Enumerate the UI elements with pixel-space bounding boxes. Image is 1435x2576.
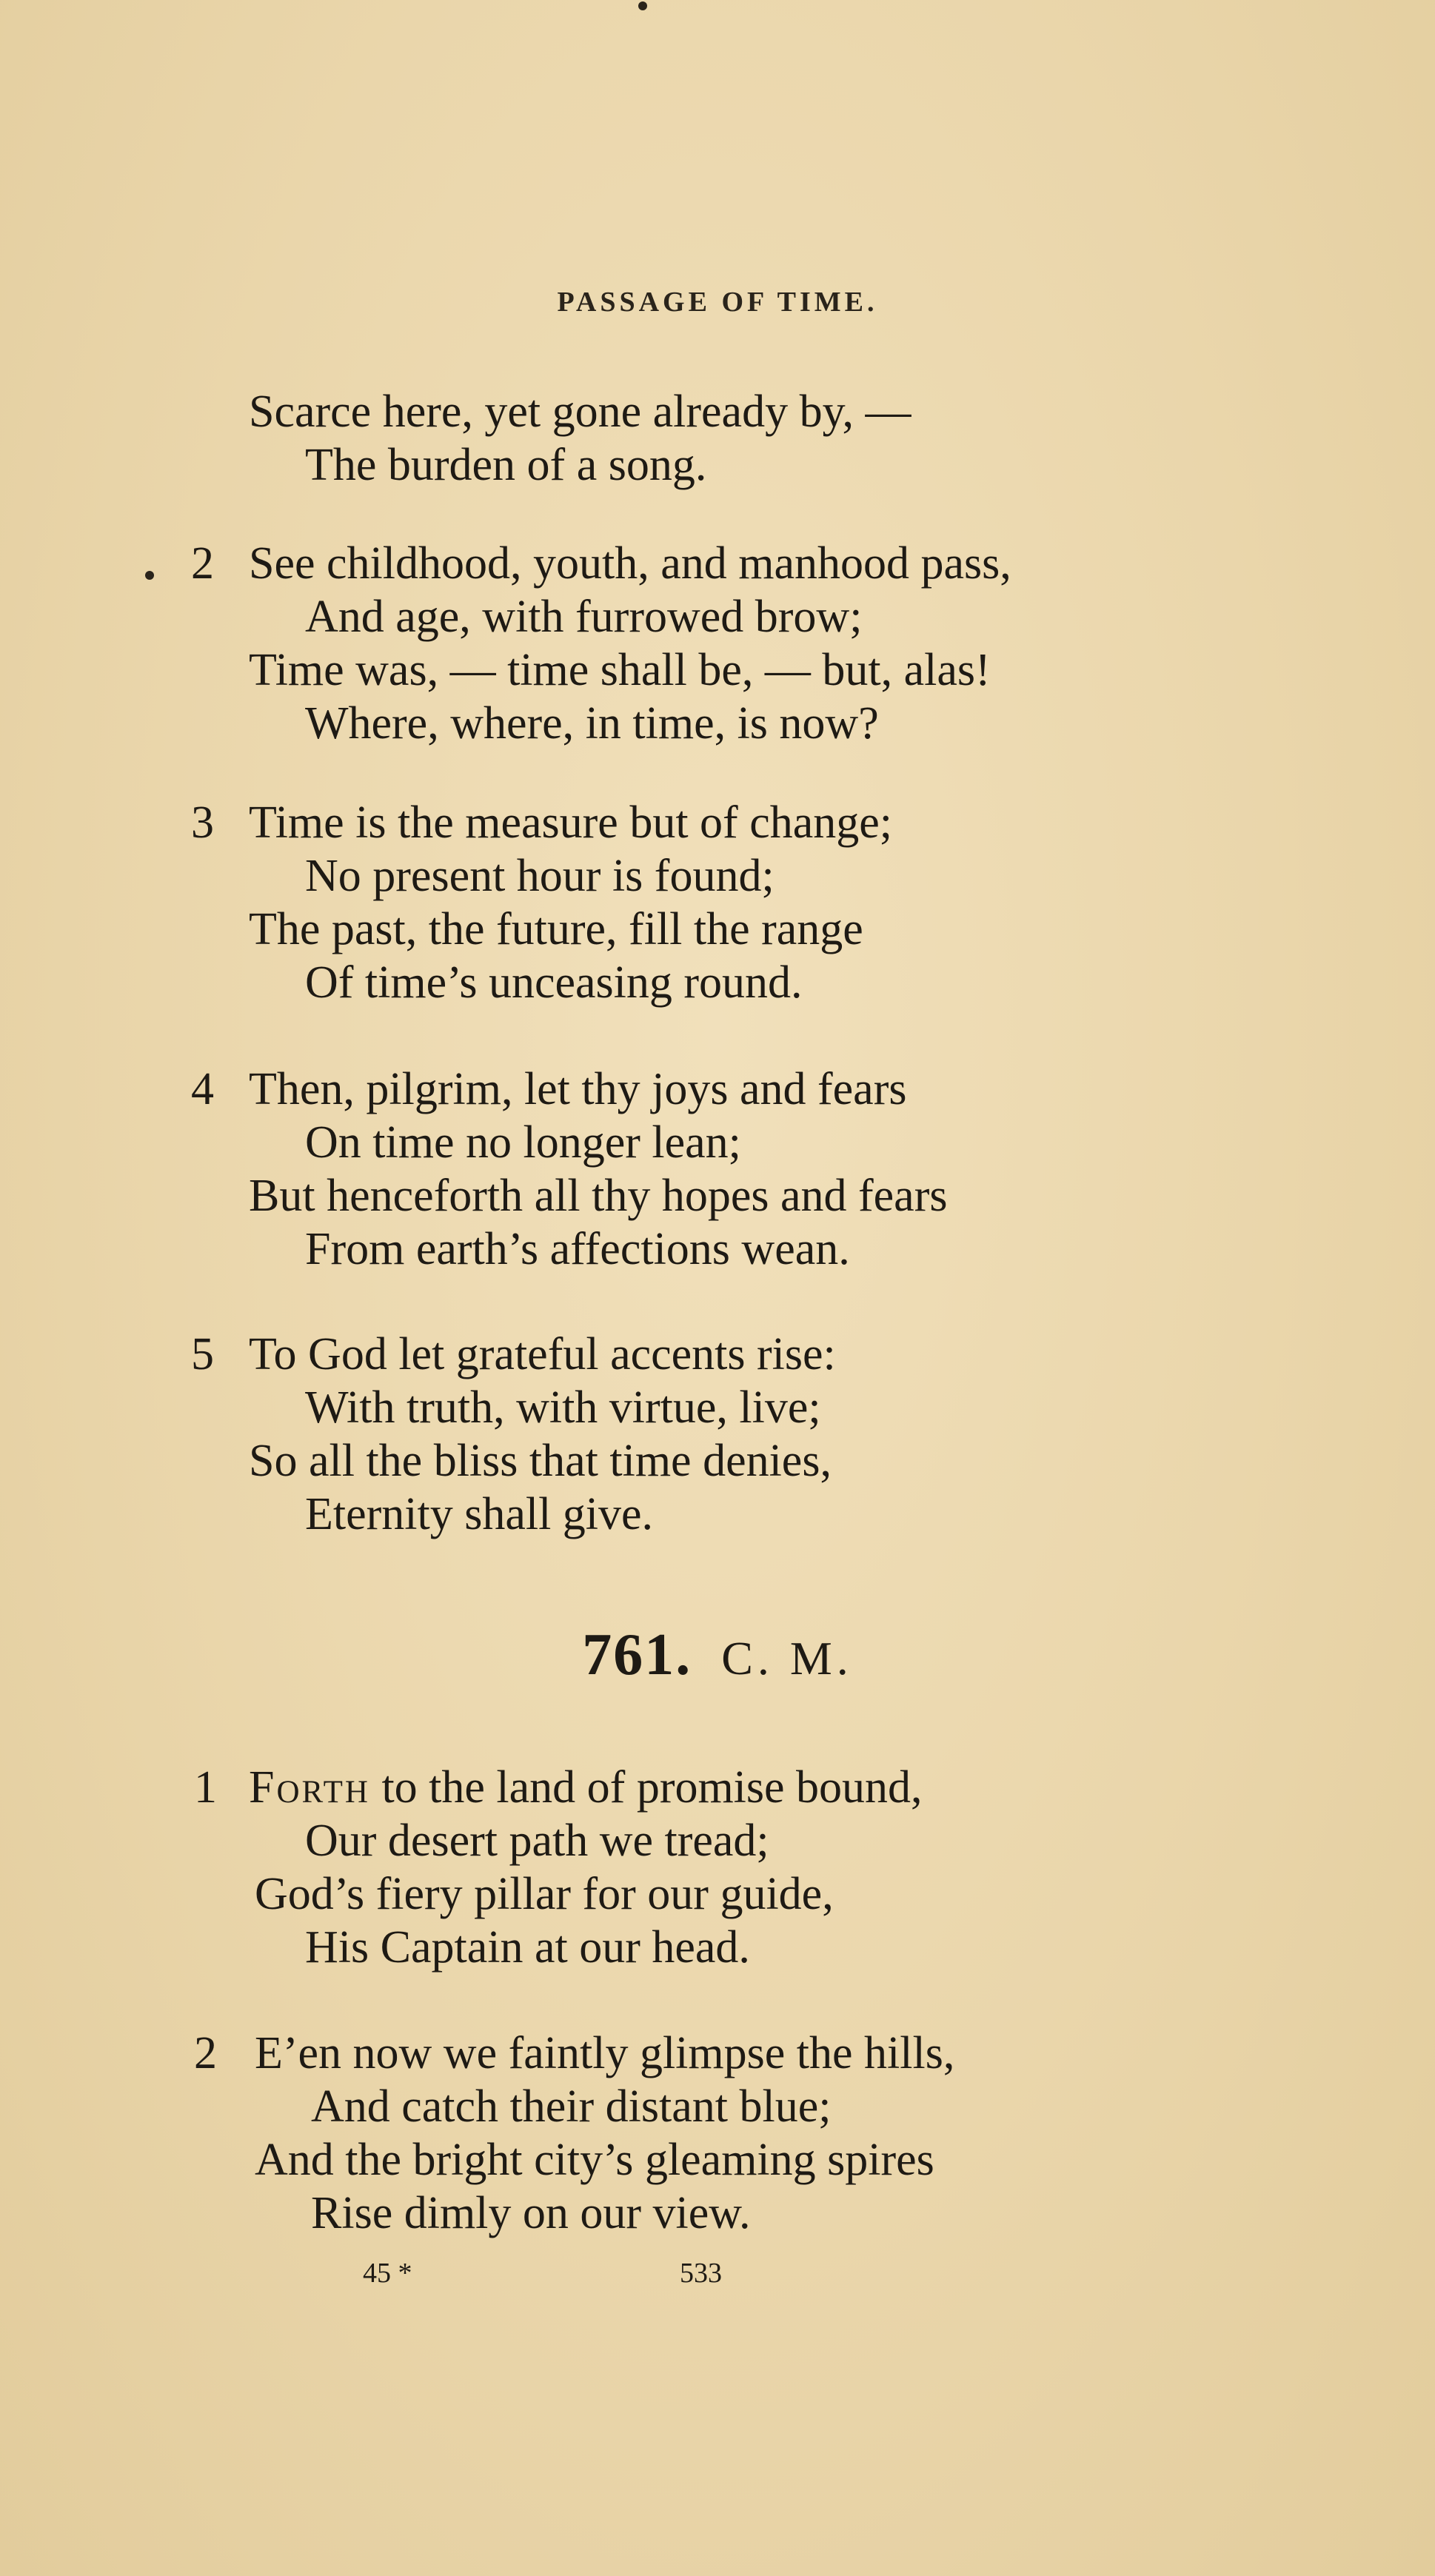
verse-line: The past, the future, fill the range: [249, 904, 863, 954]
verse-line: Our desert path we tread;: [305, 1816, 769, 1866]
verse-line: And catch their distant blue;: [311, 2081, 832, 2132]
initial-word: Forth: [249, 1762, 370, 1813]
stanza-number: 3: [191, 797, 214, 848]
verse-line: Of time’s unceasing round.: [305, 957, 803, 1008]
verse-line: Rise dimly on our view.: [311, 2188, 751, 2238]
verse-line: To God let grateful accents rise:: [249, 1329, 836, 1379]
verse-line: See childhood, youth, and manhood pass,: [249, 538, 1011, 589]
verse-line: Time was, — time shall be, — but, alas!: [249, 645, 991, 695]
hymn-761-heading: [0, 1622, 1435, 1689]
verse-line: No present hour is found;: [305, 851, 775, 901]
hymn-number: 761.: [582, 1622, 692, 1687]
verse-line: And the bright city’s gleaming spires: [255, 2135, 934, 2185]
verse-line: The burden of a song.: [305, 440, 707, 490]
verse-line: And age, with furrowed brow;: [305, 592, 863, 642]
verse-line: With truth, with virtue, live;: [305, 1382, 821, 1433]
verse-line: From earth’s affections wean.: [305, 1224, 850, 1274]
stanza-number: 2: [194, 2028, 217, 2078]
hymn-meter: C. M.: [721, 1632, 853, 1685]
stanza-number: 4: [191, 1064, 214, 1114]
verse-line-rest: to the land of promise bound,: [369, 1762, 923, 1813]
signature-mark: 45 *: [363, 2258, 412, 2289]
verse-line: His Captain at our head.: [305, 1922, 750, 1973]
ink-speck-mark: [638, 1, 647, 10]
verse-line: Eternity shall give.: [305, 1489, 654, 1539]
verse-line: But henceforth all thy hopes and fears: [249, 1171, 948, 1221]
stanza-number: 2: [191, 538, 214, 589]
margin-dot-mark: [145, 571, 154, 580]
verse-line: Where, where, in time, is now?: [305, 698, 879, 749]
verse-line: So all the bliss that time denies,: [249, 1436, 832, 1486]
page-number: 533: [680, 2258, 722, 2289]
stanza-number: 1: [194, 1762, 217, 1813]
running-head: PASSAGE OF TIME.: [557, 287, 878, 318]
stanza-number: 5: [191, 1329, 214, 1379]
verse-line: Then, pilgrim, let thy joys and fears: [249, 1064, 907, 1114]
verse-line: Time is the measure but of change;: [249, 797, 892, 848]
verse-line: Scarce here, yet gone already by, —: [249, 387, 911, 437]
verse-line: On time no longer lean;: [305, 1117, 741, 1168]
verse-line: E’en now we faintly glimpse the hills,: [255, 2028, 955, 2078]
verse-line-first: [249, 1761, 923, 1814]
verse-line: God’s fiery pillar for our guide,: [255, 1869, 834, 1919]
